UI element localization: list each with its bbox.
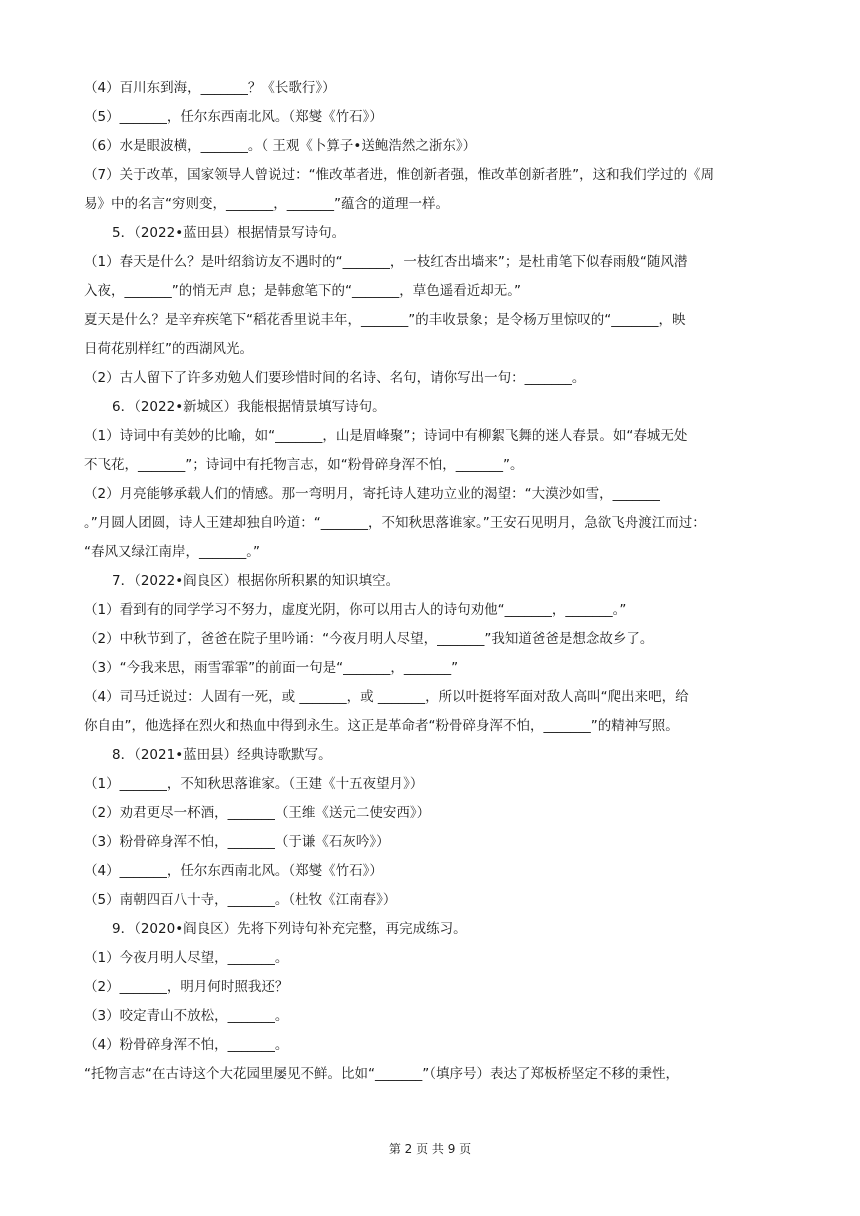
question-heading: 5．（2022•蓝田县）根据情景写诗句。 — [112, 225, 346, 241]
text-line: （5）_______，任尔东西南北风。（郑燮《竹石》） — [84, 109, 383, 125]
text-line: 你自由”，他选择在烈火和热血中得到永生。这正是革命者“粉骨碎身浑不怕，_______”的精神写照。 — [84, 718, 679, 734]
page-content — [84, 80, 784, 1095]
question-heading: 9．（2020•阎良区）先将下列诗句补充完整，再完成练习。 — [112, 921, 467, 937]
text-line: （1）春天是什么？是叶绍翁访友不遇时的“_______，一枝红杏出墙来”；是杜甫笔下似春雨般“随风潜 — [84, 254, 688, 270]
question-heading: 8．（2021•蓝田县）经典诗歌默写。 — [112, 747, 332, 763]
text-line: （1）_______，不知秋思落谁家。（王建《十五夜望月》） — [84, 776, 424, 792]
question-heading: 6．（2022•新城区）我能根据情景填写诗句。 — [112, 399, 386, 415]
text-line: 日荷花别样红”的西湖风光。 — [84, 341, 253, 357]
question-heading: 7．（2022•阎良区）根据你所积累的知识填空。 — [112, 573, 400, 589]
text-line: （4）粉骨碎身浑不怕，_______。 — [84, 1037, 289, 1053]
text-line: （7）关于改革，国家领导人曾说过：“惟改革者进，惟创新者强，惟改革创新者胜”，这和我们学过的《周 — [84, 167, 715, 183]
text-line: 夏天是什么？是辛弃疾笔下“稻花香里说丰年，_______”的丰收景象；是令杨万里惊叹的“_______，映 — [84, 312, 686, 328]
page-footer: 第 2 页 共 9 页 — [388, 1142, 472, 1156]
text-line: （3）“今我来思，雨雪霏霏”的前面一句是“_______，_______” — [84, 660, 459, 676]
text-line: 不飞花，_______”；诗词中有托物言志，如“粉骨碎身浑不怕，_______”。 — [84, 457, 524, 473]
text-line: “托物言志“在古诗这个大花园里屡见不鲜。比如“_______”（填序号）表达了郑板桥坚定不移的秉性， — [84, 1066, 679, 1082]
text-line: （3）粉骨碎身浑不怕，_______（于谦《石灰吟》） — [84, 834, 390, 850]
text-line: （2）月亮能够承载人们的情感。那一弯明月，寄托诗人建功立业的渴望：“大漠沙如雪，_______ — [84, 486, 660, 502]
text-line: （5）南朝四百八十寺，_______。（杜牧《江南春》） — [84, 892, 397, 908]
text-line: （2）中秋节到了，爸爸在院子里吟诵：“今夜月明人尽望，_______”我知道爸爸是想念故乡了。 — [84, 631, 654, 647]
text-line: （1）今夜月明人尽望，_______。 — [84, 950, 289, 966]
text-line: “春风又绿江南岸，_______。” — [84, 544, 260, 560]
text-line: （4）_______，任尔东西南北风。（郑燮《竹石》） — [84, 863, 383, 879]
text-line: （3）咬定青山不放松，_______。 — [84, 1008, 289, 1024]
text-line: （4）百川东到海，_______？《长歌行》） — [84, 80, 336, 96]
text-line: （2）_______，明月何时照我还？ — [84, 979, 289, 995]
text-line: （2）劝君更尽一杯酒，_______（王维《送元二使安西》） — [84, 805, 431, 821]
text-line: （2）古人留下了许多劝勉人们要珍惜时间的名诗、名句，请你写出一句：_______。 — [84, 370, 586, 386]
text-line: （6）水是眼波横，_______。（ 王观《卜算子•送鲍浩然之浙东》） — [84, 138, 477, 154]
text-line: 。”月圆人团圆，诗人王建却独自吟道：“_______，不知秋思落谁家。”王安石见明月，急欲飞舟渡江而过： — [84, 515, 706, 531]
text-line: （4）司马迁说过：人固有一死，或 _______，或 _______，所以叶挺将军面对敌人高叫“爬出来吧，给 — [84, 689, 689, 705]
text-line: 入夜，_______”的悄无声 息；是韩愈笔下的“_______，草色遥看近却无。” — [84, 283, 522, 299]
text-line: 易》中的名言“穷则变，_______，_______”蕴含的道理一样。 — [84, 196, 449, 212]
text-line: （1）看到有的同学学习不努力，虚度光阴，你可以用古人的诗句劝他“_______，_______。” — [84, 602, 627, 618]
text-line: （1）诗词中有美妙的比喻，如“_______，山是眉峰聚”；诗词中有柳絮飞舞的迷人春景。如“春城无处 — [84, 428, 688, 444]
